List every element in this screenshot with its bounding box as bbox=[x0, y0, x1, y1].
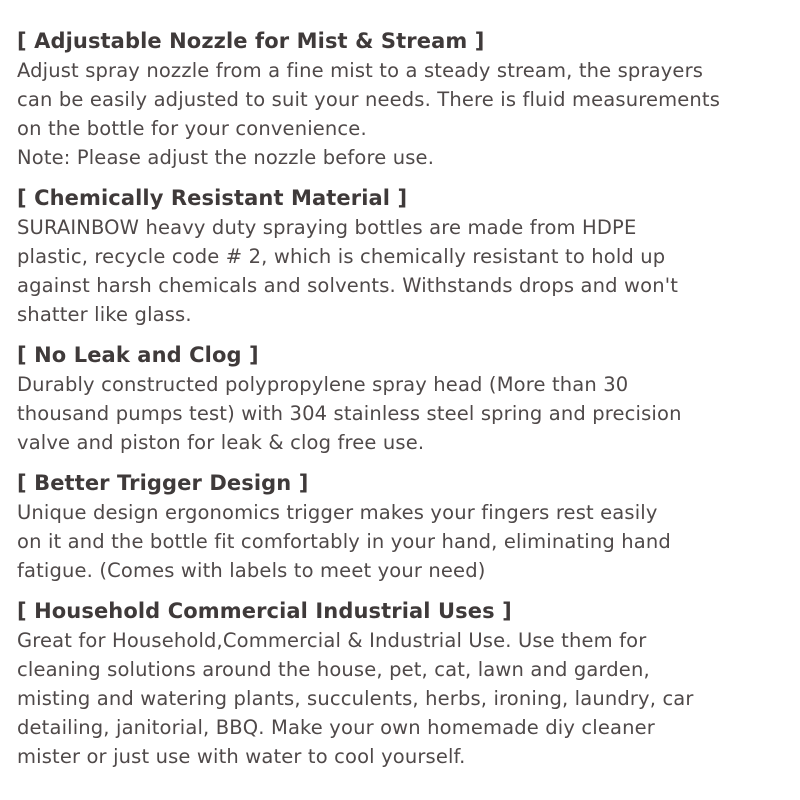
section-heading: [ No Leak and Clog ] bbox=[17, 343, 259, 367]
body-line: Note: Please adjust the nozzle before use. bbox=[17, 146, 435, 169]
body-line: against harsh chemicals and solvents. Withstands drops and won't bbox=[17, 274, 679, 297]
body-line: plastic, recycle code # 2, which is chemically resistant to hold up bbox=[17, 245, 666, 268]
section-heading: [ Household Commercial Industrial Uses ] bbox=[17, 599, 512, 623]
section-household-uses bbox=[17, 597, 792, 771]
body-line: Adjust spray nozzle from a fine mist to a steady stream, the sprayers bbox=[17, 59, 704, 82]
body-line: misting and watering plants, succulents, herbs, ironing, laundry, car bbox=[17, 687, 694, 710]
body-line: mister or just use with water to cool yourself. bbox=[17, 745, 466, 768]
body-line: shatter like glass. bbox=[17, 303, 192, 326]
section-adjustable-nozzle bbox=[17, 27, 792, 172]
section-heading: [ Chemically Resistant Material ] bbox=[17, 186, 408, 210]
body-line: cleaning solutions around the house, pet, cat, lawn and garden, bbox=[17, 658, 650, 681]
body-line: Great for Household,Commercial & Industrial Use. Use them for bbox=[17, 629, 647, 652]
body-line: thousand pumps test) with 304 stainless steel spring and precision bbox=[17, 402, 682, 425]
body-line: SURAINBOW heavy duty spraying bottles are made from HDPE bbox=[17, 216, 637, 239]
body-line: detailing, janitorial, BBQ. Make your own homemade diy cleaner bbox=[17, 716, 655, 739]
body-line: on it and the bottle fit comfortably in your hand, eliminating hand bbox=[17, 530, 671, 553]
body-line: fatigue. (Comes with labels to meet your need) bbox=[17, 559, 486, 582]
section-heading: [ Adjustable Nozzle for Mist & Stream ] bbox=[17, 29, 485, 53]
section-trigger-design bbox=[17, 469, 792, 585]
body-line: on the bottle for your convenience. bbox=[17, 117, 367, 140]
section-chemically-resistant bbox=[17, 184, 792, 329]
section-heading: [ Better Trigger Design ] bbox=[17, 471, 309, 495]
body-line: Durably constructed polypropylene spray head (More than 30 bbox=[17, 373, 629, 396]
body-line: Unique design ergonomics trigger makes your fingers rest easily bbox=[17, 501, 658, 524]
body-line: valve and piston for leak & clog free use. bbox=[17, 431, 425, 454]
body-line: can be easily adjusted to suit your needs. There is fluid measurements bbox=[17, 88, 721, 111]
feature-list bbox=[17, 27, 792, 783]
section-no-leak-clog bbox=[17, 341, 792, 457]
